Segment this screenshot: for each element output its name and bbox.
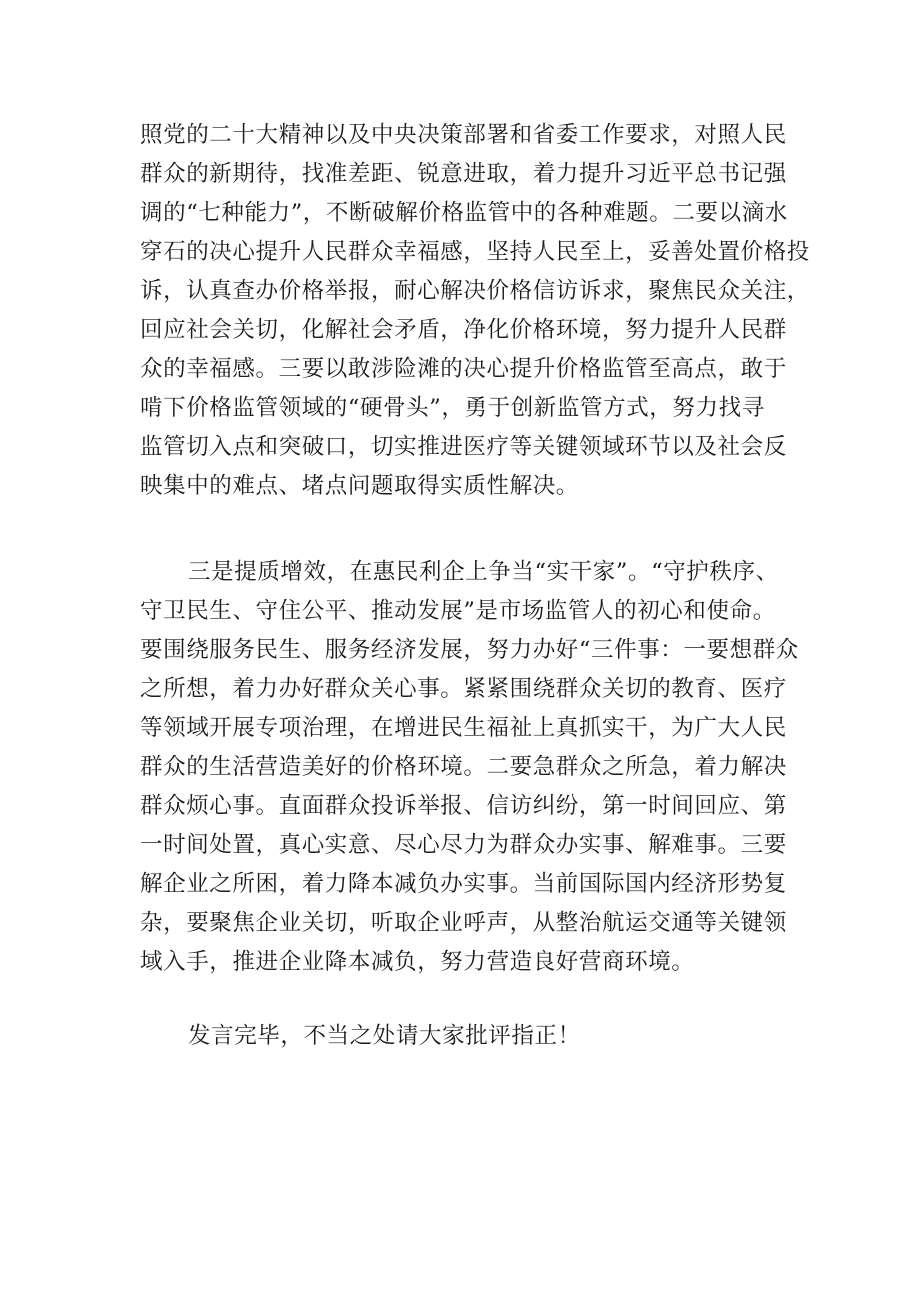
text-line: 照党的二十大精神以及中央决策部署和省委工作要求，对照人民 — [140, 122, 787, 148]
text-line: 杂，要聚焦企业关切，听取企业呼声，从整治航运交通等关键领 — [140, 910, 787, 936]
text-line: 之所想，着力办好群众关心事。紧紧围绕群众关切的教育、医疗 — [140, 676, 787, 702]
text-line: 一时间处置，真心实意、尽心尽力为群众办实事、解难事。三要 — [140, 832, 787, 858]
text-line: 众的幸福感。三要以敢涉险滩的决心提升价格监管至高点，敢于 — [140, 356, 787, 382]
text-line: 三是提质增效，在惠民利企上争当“实干家”。“守护秩序、 — [188, 559, 779, 585]
paragraph-continued — [140, 116, 810, 506]
text-line: 诉，认真查办价格举报，耐心解决价格信访诉求，聚焦民众关注， — [140, 278, 810, 304]
text-line: 发言完毕，不当之处请大家批评指正！ — [188, 1023, 581, 1049]
text-line: 啃下价格监管领域的“硬骨头”，勇于创新监管方式，努力找寻 — [140, 395, 765, 421]
text-line: 回应社会关切，化解社会矛盾，净化价格环境，努力提升人民群 — [140, 317, 787, 343]
text-line: 监管切入点和突破口，切实推进医疗等关键领域环节以及社会反 — [140, 434, 787, 460]
text-line: 群众的新期待，找准差距、锐意进取，着力提升习近平总书记强 — [140, 161, 787, 187]
text-line: 群众烦心事。直面群众投诉举报、信访纠纷，第一时间回应、第 — [140, 793, 787, 819]
text-line: 域入手，推进企业降本减负，努力营造良好营商环境。 — [140, 949, 695, 975]
paragraph-three — [140, 553, 800, 982]
text-line: 等领域开展专项治理，在增进民生福祉上真抓实干，为广大人民 — [140, 715, 787, 741]
text-line: 守卫民生、守住公平、推动发展”是市场监管人的初心和使命。 — [140, 598, 776, 624]
text-line: 要围绕服务民生、服务经济发展，努力办好“三件事：一要想群众 — [140, 637, 799, 663]
text-line: 穿石的决心提升人民群众幸福感，坚持人民至上，妥善处置价格投 — [140, 239, 810, 265]
text-line: 调的“七种能力”，不断破解价格监管中的各种难题。二要以滴水 — [140, 200, 788, 226]
text-line: 群众的生活营造美好的价格环境。二要急群众之所急，着力解决 — [140, 754, 787, 780]
text-line: 解企业之所困，着力降本减负办实事。当前国际国内经济形势复 — [140, 871, 787, 897]
closing-remark — [140, 1017, 800, 1056]
text-line: 映集中的难点、堵点问题取得实质性解决。 — [140, 473, 579, 499]
